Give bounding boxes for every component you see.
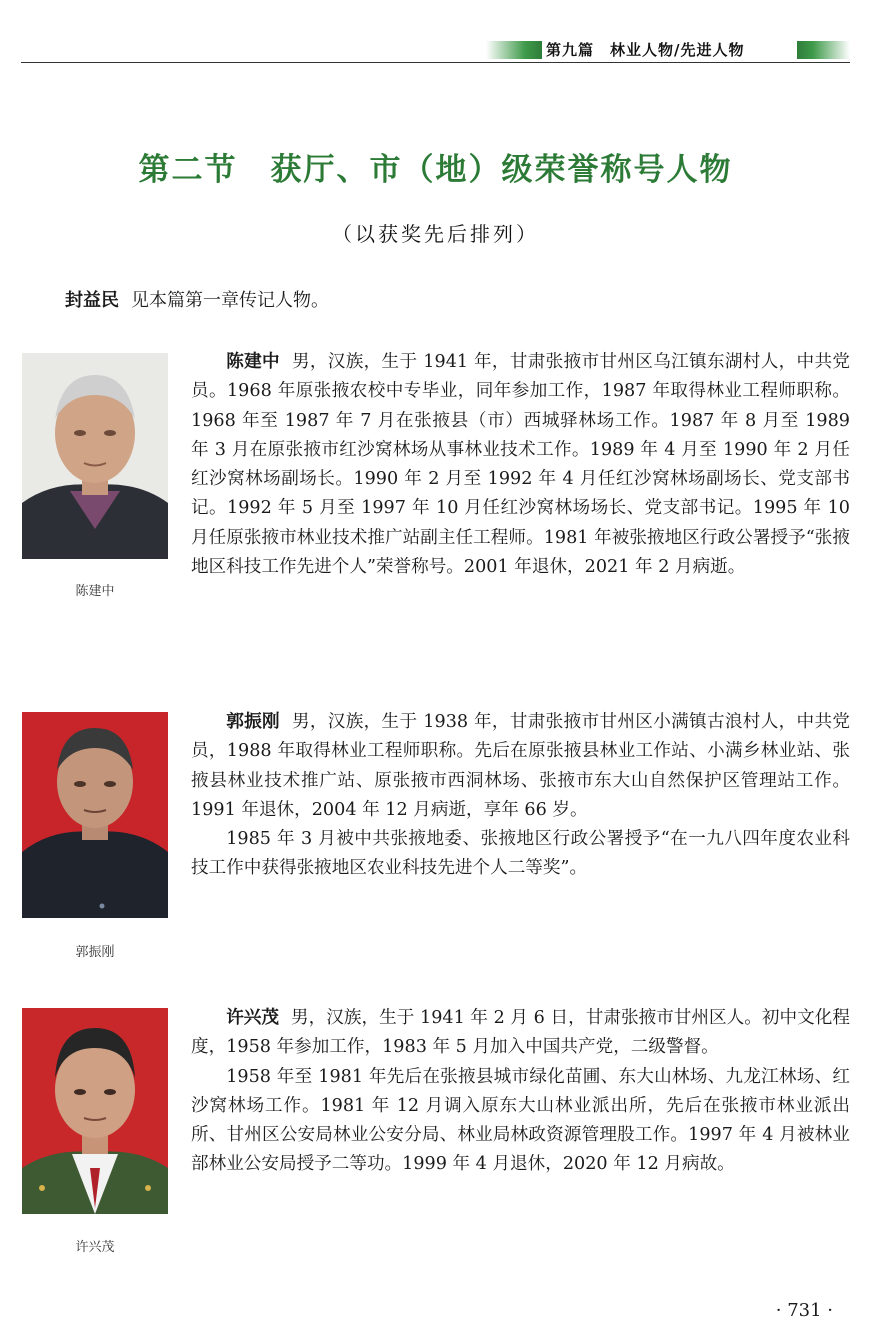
header-decoration-right — [797, 41, 850, 59]
bio-text-2a: 男，汉族，生于 1938 年，甘肃张掖市甘州区小满镇古浪村人，中共党员，1988 年取得林业工程师职称。先后在原张掖县林业工作站、小满乡林业站、张掖县林业技术推广站、原张掖市西洞林场、张掖市东大山自然保护区管理站工作。1991 年退休，2004 年 12 月病逝，享年 66 岁。 — [191, 712, 850, 820]
bio-text-3b: 1958 年至 1981 年先后在张掖县城市绿化苗圃、东大山林场、九龙江林场、红沙窝林场工作。1981 年 12 月调入原东大山林业派出所，先后在张掖市林业派出所、甘州区公安局林业公安分局、林业局林政资源管理股工作。1997 年 4 月被林业部林业公安局授予二等功。1999 年 4 月退休，2020 年 12 月病故。 — [191, 1066, 850, 1175]
bio-entry-3 — [191, 1004, 850, 1180]
bio-text-1: 男，汉族，生于 1941 年，甘肃张掖市甘州区乌江镇东湖村人，中共党员。1968 年原张掖农校中专毕业，同年参加工作，1987 年取得林业工程师职称。1968 年至 1987 年 7 月在张掖县（市）西城驿林场工作。1987 年 8 月至 1989 年 3 月在原张掖市红沙窝林场从事林业技术工作。1989 年 4 月至 1990 年 2 月任红沙窝林场副场长。1990 年 2 月至 1992 年 4 月任红沙窝林场副场长、党支部书记。1992 年 5 月至 1997 年 10 月任红沙窝林场场长、党支部书记。1995 年 10 月任原张掖市林业技术推广站副主任工程师。1981 年被张掖地区行政公署授予“张掖地区科技工作先进个人”荣誉称号。2001 年退休，2021 年 2 月病逝。 — [191, 352, 850, 578]
running-header: 第九篇 林业人物/先进人物 — [546, 41, 745, 59]
section-subtitle: （以获奖先后排列） — [332, 222, 539, 246]
bio-entry-2 — [191, 708, 850, 884]
bio-text-3a: 男，汉族，生于 1941 年 2 月 6 日，甘肃张掖市甘州区人。初中文化程度，1958 年参加工作，1983 年 5 月加入中国共产党，二级警督。 — [191, 1008, 850, 1058]
portrait-photo-3 — [22, 1008, 168, 1214]
portrait-caption-1: 陈建中 — [75, 584, 115, 599]
section-title: 第二节 获厅、市（地）级荣誉称号人物 — [138, 152, 733, 188]
portrait-caption-2: 郭振刚 — [75, 945, 115, 960]
bio-text-2b: 1985 年 3 月被中共张掖地委、张掖地区行政公署授予“在一九八四年度农业科技工作中获得张掖地区农业科技先进个人二等奖”。 — [191, 829, 850, 879]
intro-name: 封益民 — [65, 290, 119, 311]
bio-entry-1 — [191, 348, 850, 582]
portrait-photo-1 — [22, 353, 168, 559]
page-number: · 731 · — [775, 1300, 833, 1321]
header-rule — [21, 62, 850, 63]
header-decoration-left — [486, 41, 542, 59]
intro-entry — [65, 287, 329, 315]
person-name-2: 郭振刚 — [226, 712, 280, 732]
portrait-caption-3: 许兴茂 — [75, 1240, 115, 1255]
person-name-3: 许兴茂 — [226, 1008, 280, 1028]
intro-text: 见本篇第一章传记人物。 — [131, 290, 329, 311]
portrait-photo-2 — [22, 712, 168, 918]
person-name-1: 陈建中 — [226, 352, 280, 372]
